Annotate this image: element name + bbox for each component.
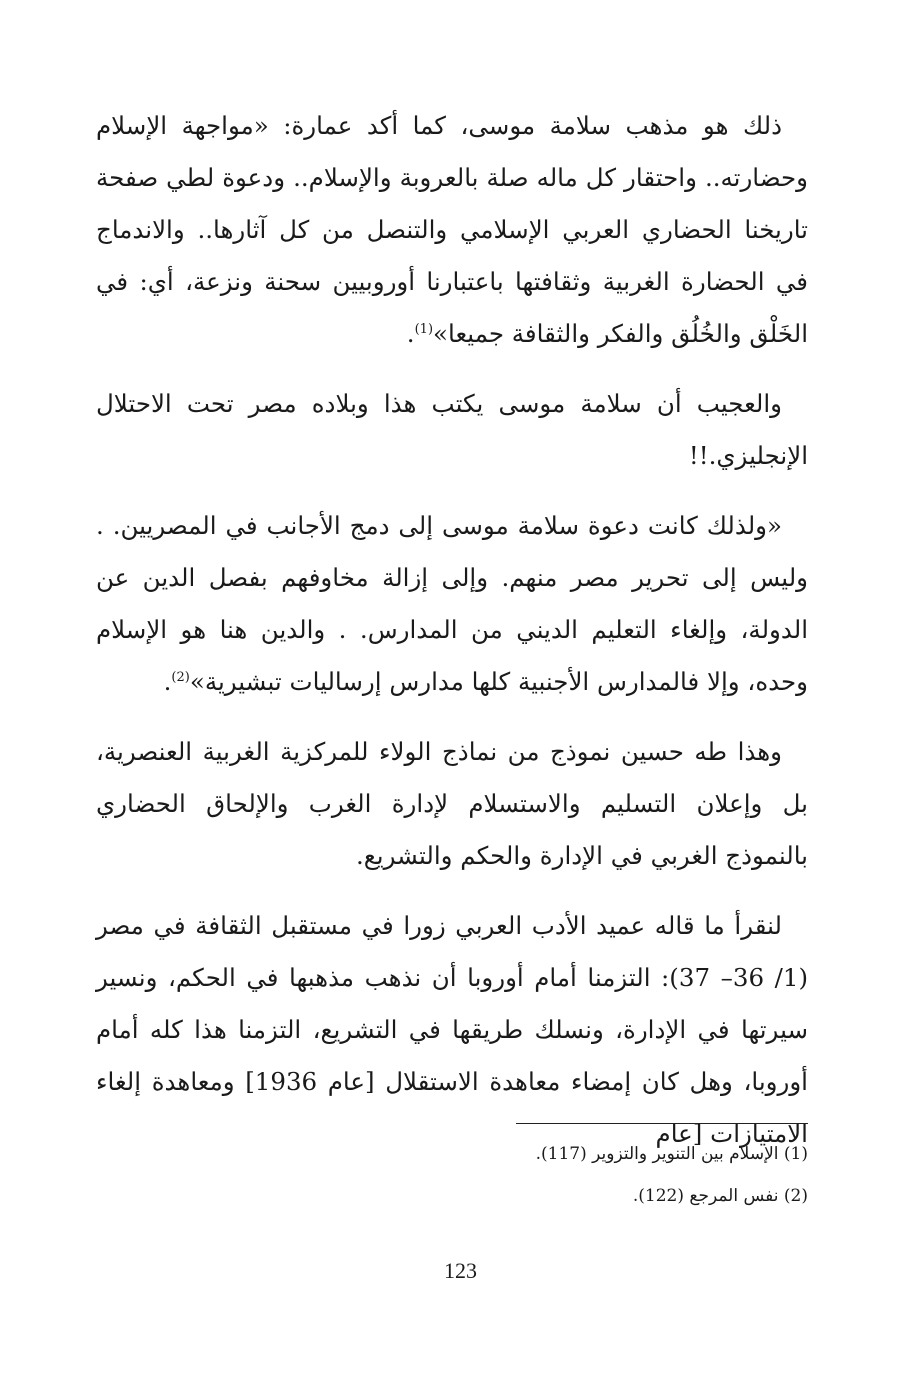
page-number: 123 bbox=[444, 1258, 477, 1283]
paragraph-4-text: وهذا طه حسين نموذج من نماذج الولاء للمركزية الغربية العنصرية، بل وإعلان التسليم والاستسلام لإدارة الغرب والإلحاق الحضاري بالنموذج الغربي في الإدارة والحكم والتشريع. bbox=[96, 737, 808, 870]
footnote-ref-2: (2) bbox=[171, 669, 190, 685]
footnote-1: (1) الإسلام بين التنوير والتزوير (117). bbox=[535, 1144, 808, 1164]
paragraph-5 bbox=[96, 900, 808, 1160]
paragraph-4 bbox=[96, 726, 808, 882]
paragraph-1-end: . bbox=[406, 319, 415, 348]
footnote-divider bbox=[516, 1123, 808, 1124]
main-text bbox=[96, 100, 808, 1178]
paragraph-3-text: «ولذلك كانت دعوة سلامة موسى إلى دمج الأجانب في المصريين. . وليس إلى تحرير مصر منهم. وإلى إزالة مخاوفهم بفصل الدين عن الدولة، وإلغاء التعليم الديني من المدارس. . والدين هنا هو الإسلام وحده، وإلا فالمدارس الأجنبية كلها مدارس إرساليات تبشيرية» bbox=[96, 511, 808, 696]
paragraph-5-text: لنقرأ ما قاله عميد الأدب العربي زورا في مستقبل الثقافة في مصر (1/ 36– 37): التزمنا أمام أوروبا أن نذهب مذهبها في الحكم، ونسير سيرتها في الإدارة، ونسلك طريقها في التشريع، التزمنا هذا كله أمام أوروبا، وهل كان إمضاء معاهدة الاستقلال [عام 1936] ومعاهدة إلغاء الامتيازات [عام bbox=[96, 911, 808, 1148]
paragraph-3-end: . bbox=[163, 667, 172, 696]
paragraph-2-text: والعجيب أن سلامة موسى يكتب هذا وبلاده مصر تحت الاحتلال الإنجليزي.!! bbox=[96, 389, 808, 470]
paragraph-3 bbox=[96, 500, 808, 708]
paragraph-1-text: ذلك هو مذهب سلامة موسى، كما أكد عمارة: «مواجهة الإسلام وحضارته.. واحتقار كل ماله صلة بالعروبة والإسلام.. ودعوة لطي صفحة تاريخنا الحضاري العربي الإسلامي والتنصل من كل آثارها.. والاندماج في الحضارة الغربية وثقافتها باعتبارنا أوروبيين سحنة ونزعة، أي: في الخَلْق والخُلُق والفكر والثقافة جميعا» bbox=[96, 111, 808, 348]
footnote-2: (2) نفس المرجع (122). bbox=[632, 1186, 808, 1206]
footnote-ref-1: (1) bbox=[414, 321, 434, 337]
footnotes bbox=[208, 1138, 808, 1222]
paragraph-1 bbox=[96, 100, 808, 360]
paragraph-2 bbox=[96, 378, 808, 482]
